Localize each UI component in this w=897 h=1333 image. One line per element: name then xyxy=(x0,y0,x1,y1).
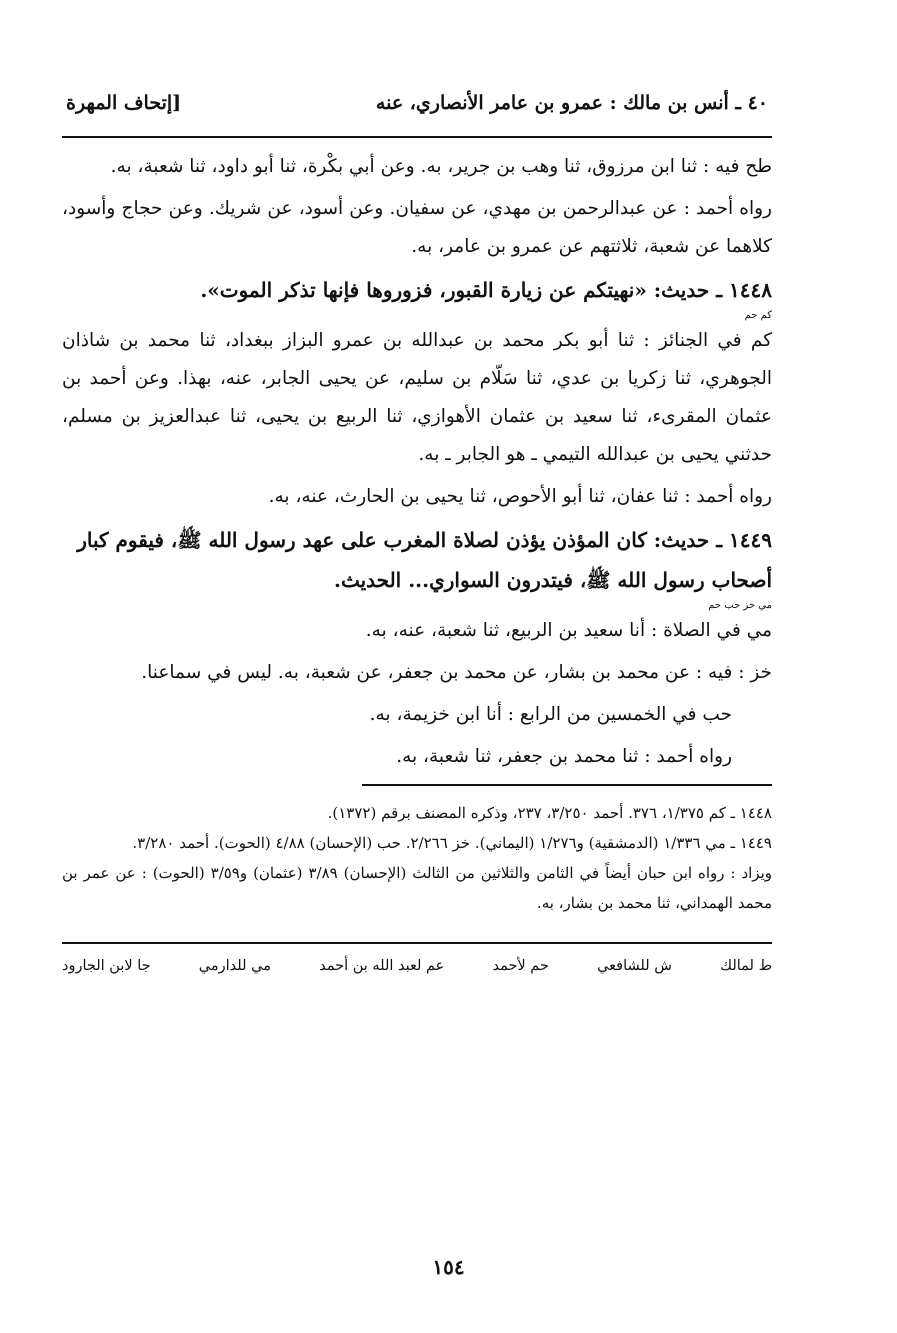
abbreviations-key xyxy=(62,944,772,974)
hadith-1449-heading: ١٤٤٩ ـ حديث: كان المؤذن يؤذن لصلاة المغرب على عهد رسول الله ﷺ، فيقوم كبار أصحاب رسول الله ﷺ، فيتدرون السواري... الحديث. xyxy=(77,528,772,592)
page-number: ١٥٤ xyxy=(432,1255,465,1279)
paragraph-ahmad-2: رواه أحمد : ثنا عفان، ثنا أبو الأحوص، ثنا يحيى بن الحارث، عنه، به. xyxy=(268,486,772,507)
page xyxy=(62,78,772,974)
paragraph-tah: طح فيه : ثنا ابن مرزوق، ثنا وهب بن جرير، به. وعن أبي بكْرة، ثنا أبو داود، ثنا شعبة، به. xyxy=(110,156,772,177)
abbr-item: ط لمالك xyxy=(720,958,772,974)
main-text xyxy=(62,138,772,776)
abbr-item: ش للشافعي xyxy=(597,958,672,974)
paragraph-mi: مي في الصلاة : أنا سعيد بن الربيع، ثنا شعبة، عنه، به. xyxy=(365,620,772,641)
footnote-addition: ويزاد : رواه ابن حبان أيضاً في الثامن والثلاثين من الثالث (الإحسان) ٣/٨٩ (عثمان) و٣/٥٩ (الحوت) : عن عمر بن محمد الهمداني، ثنا محمد بن بشار، به. xyxy=(62,864,773,912)
paragraph-hib: حب في الخمسين من الرابع : أنا ابن خزيمة، به. xyxy=(369,704,732,725)
abbr-item: عم لعبد الله بن أحمد xyxy=(319,958,445,974)
footnote-rule xyxy=(362,784,772,786)
abbr-item: مي للدارمي xyxy=(198,958,271,974)
hadith-1448-heading: ١٤٤٨ ـ حديث: «نهيتكم عن زيارة القبور، فزوروها فإنها تذكر الموت». xyxy=(200,278,772,302)
paragraph-ahmad-3: رواه أحمد : ثنا محمد بن جعفر، ثنا شعبة، به. xyxy=(396,746,732,767)
abbr-item: جا لابن الجارود xyxy=(62,958,151,974)
footnote-1449: ١٤٤٩ ـ مي ١/٣٣٦ (الدمشقية) و١/٢٧٦ (اليماني). خز ٢/٢٦٦. حب (الإحسان) ٤/٨٨ (الحوت). أحمد ٣/٢٨٠. xyxy=(132,834,772,852)
footnote-1448: ١٤٤٨ ـ كم ١/٣٧٥، ٣٧٦. أحمد ٣/٢٥٠، ٢٣٧، وذكره المصنف برقم (١٣٧٢). xyxy=(327,804,772,822)
footnotes xyxy=(62,798,772,918)
header-chapter-title: ٤٠ ـ أنس بن مالك : عمرو بن عامر الأنصاري، عنه xyxy=(375,92,768,114)
header-book-title: [إتحاف المهرة xyxy=(66,92,182,114)
running-header xyxy=(62,78,772,136)
paragraph-kam: كم في الجنائز : ثنا أبو بكر محمد بن عبدالله بن عمرو البزاز ببغداد، ثنا محمد بن شاذان الجوهري، ثنا زكريا بن عدي، ثنا سَلّام بن سليم، عن يحيى الجابر، عنه، بهذا. وعن أحمد بن عثمان المقرىء، ثنا سعيد بن عثمان الأهوازي، ثنا الربيع بن يحيى، ثنا عبدالعزيز بن مسلم، حدثني يحيى بن عبدالله التيمي ـ هو الجابر ـ به. xyxy=(62,330,772,465)
paragraph-ahmad-1: رواه أحمد : عن عبدالرحمن بن مهدي، عن سفيان. وعن أسود، عن شريك. وعن حجاج وأسود، كلاهما عن شعبة، ثلاثتهم عن عمرو بن عامر، به. xyxy=(62,198,772,257)
margin-sigla-1449: مي خز حب حم xyxy=(708,600,772,611)
abbr-item: حم لأحمد xyxy=(492,958,549,974)
margin-sigla-1448: كم حم xyxy=(744,310,772,321)
paragraph-khuz: خز : فيه : عن محمد بن بشار، عن محمد بن جعفر، عن شعبة، به. ليس في سماعنا. xyxy=(141,662,772,683)
